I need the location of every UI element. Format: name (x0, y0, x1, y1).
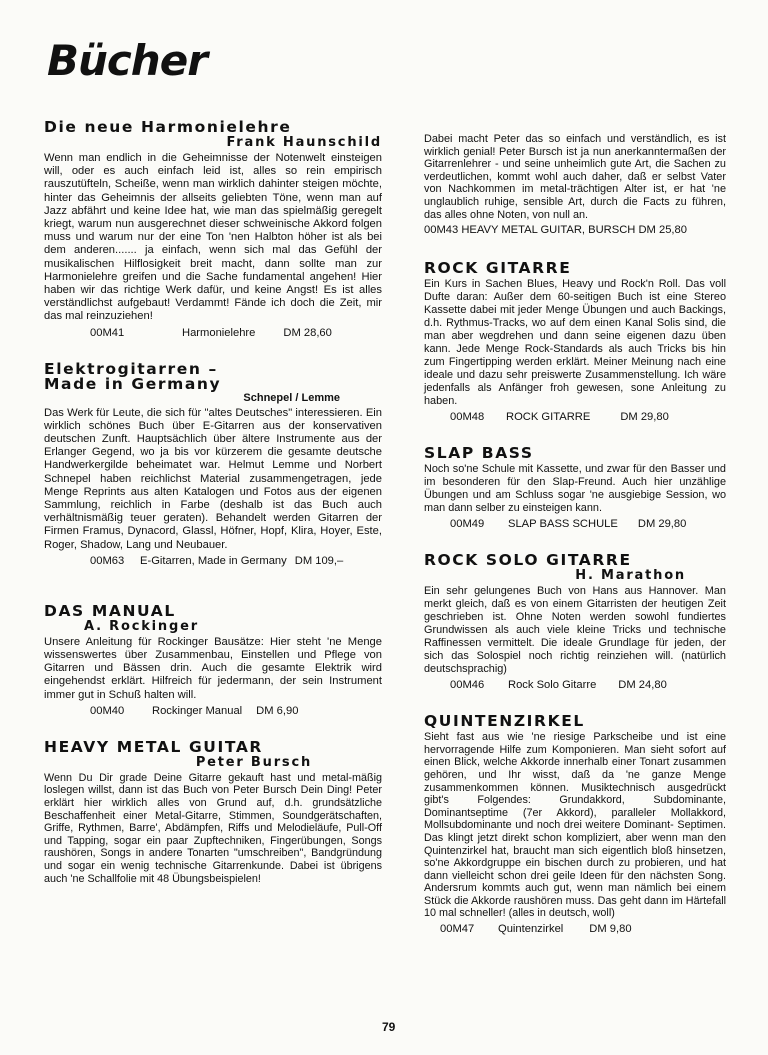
order-name: Rockinger Manual (152, 704, 243, 717)
article-title: ROCK SOLO GITARRE (424, 551, 632, 570)
page-number: 79 (382, 1020, 396, 1034)
article-heavy-metal (44, 737, 382, 885)
order-line: 00M43 HEAVY METAL GUITAR, BURSCH DM 25,80 (424, 224, 687, 237)
article-body: Wenn man endlich in die Geheimnisse der Notenwelt einsteigen will, oder es auch einfach leid ist, alles so rein empirisch rauszutüfteln, Scheiße, wenn man wirklich dahinter steigen möchte, hinter das Geheimnis der allseits geliebten Töne, wenn man auf Jazz abfährt und keine Idee hat, wie man das spielmäßig geregelt kriegt, warum nun ausgerechnet dieser schweinische Akkord folgen muss und warum nur der eine Ton 'nen Halbton höher ist als bei dem anderen....... ja einfach, wenn sich mal das Gefühl der musikalischen Hilflosigkeit breit macht, dann sollte man zur Harmonielehre greifen und die Sache fundamental angehen! Hier haben wir das richtige Werk dafür, und keine Angst! Es ist alles verständlichst aufgebaut! Verdammt! Fände ich doch die Zeit, mir das mal reinzuziehen! (44, 152, 382, 323)
order-line (44, 554, 382, 568)
article-author: Frank Haunschild (226, 135, 382, 150)
order-code: 00M49 (450, 518, 485, 531)
left-column (44, 120, 382, 907)
order-line (424, 922, 726, 936)
order-code: 00M63 (90, 554, 125, 567)
order-name: Harmonielehre (182, 326, 256, 339)
order-line (424, 410, 726, 424)
order-price: DM 6,90 (256, 704, 299, 717)
article-slap-bass (424, 446, 726, 531)
order-code: 00M47 (440, 923, 475, 936)
article-heavy-metal-continued (424, 133, 726, 237)
order-code: 00M46 (450, 679, 485, 692)
article-elektrogitarren (44, 359, 382, 568)
article-body: Unsere Anleitung für Rockinger Bausätze: Hier steht 'ne Menge wissenswertes über Zusammenbau, Einstellen und Pflege von Gitarren und Bässen drin. Auch die gesamte Elektrik wird eingehendst erklärt. Hilfreich für jedermann, der sein Instrument immer gut in Schuß halten will. (44, 635, 382, 701)
article-body: Wenn Du Dir grade Deine Gitarre gekauft hast und metal-mäßig loslegen willst, dann ist das Buch von Peter Bursch Dein Ding! Peter erklärt hier wirklich alles von Grund auf, d.h. grundsätzliche Beschaffenheit einer Metal-Gitarre, Stimmen, Soundgerätschaften, Griffe, Rythmen, Barre', Abdämpfen, Riffs und Melodieläufe, Pull-Off und Tapping, sogar ein paar Zupftechniken, Fingerübungen, Songs raushören, Songs in andere Tonarten "umschreiben", Bandgründung und sogar ein wenig technische Gitarrenkunde. Dabei ist übrigens auch 'ne Schallfolie mit 48 Übungsbeispielen! (44, 771, 382, 885)
order-code: 00M40 (90, 704, 125, 717)
article-author: A. Rockinger (84, 618, 199, 634)
order-line (424, 517, 726, 531)
article-rock-gitarre (424, 261, 726, 424)
order-line (424, 678, 726, 692)
order-name: E-Gitarren, Made in Germany (140, 554, 287, 567)
article-body: Dabei macht Peter das so einfach und verständlich, es ist wirklich genial! Peter Bursch ist ja nun anerkanntermaßen der Gitarrenlehrer - und seine unheimlich gute Art, die Sachen zu verdeutlichen, kommt wohl auch daher, daß er selbst Vater von Nachkommen im metal-trächtigen Alter ist, er hat 'ne unglaublich ruhige, sensible Art, durch die Facts zu führen, das alles ohne Noten, von null an. (424, 133, 726, 221)
order-price: DM 29,80 (620, 411, 669, 424)
order-price: DM 109,– (294, 554, 344, 567)
order-code: 00M48 (450, 411, 485, 424)
order-name: Rock Solo Gitarre (508, 679, 597, 692)
order-code: 00M41 (90, 326, 125, 339)
order-price: DM 9,80 (589, 923, 632, 936)
order-line (44, 326, 382, 340)
article-manual (44, 601, 382, 718)
article-subtitle: Schnepel / Lemme (243, 391, 340, 404)
order-name: ROCK GITARRE (506, 411, 591, 424)
order-price: DM 24,80 (618, 679, 667, 692)
order-price: DM 29,80 (637, 518, 687, 531)
order-name: SLAP BASS SCHULE (508, 518, 618, 531)
article-title: Die neue Harmonielehre (44, 118, 292, 136)
article-body: Ein sehr gelungenes Buch von Hans aus Hannover. Man merkt gleich, daß es von einem Gitarristen der heutigen Zeit geschrieben ist. Ohne Noten werden sowohl fundiertes Grundwissen als auch viele kleine Tricks und technische Raffinessen vermittelt. Die ideale Grundlage für jeden, der sich das Solospiel noch richtig reinziehen will. (natürlich deutschsprachig) (424, 585, 726, 676)
right-column (424, 133, 726, 958)
article-title: ROCK GITARRE (424, 259, 572, 278)
article-title: SLAP BASS (424, 444, 534, 463)
article-quintenzirkel (424, 714, 726, 936)
article-body: Sieht fast aus wie 'ne riesige Parkscheibe und ist eine hervorragende Hilfe zum Komponieren. Man sieht sofort auf einen Blick, welche Akkorde innerhalb einer Tonart zusammen gehören, und Ihr wisst, daß da 'ne ganze Menge zusammenkommen können. Musiktechnisch ausgedrückt gibt's Folgendes: Grundakkord, Subdominante, Dominantseptime (7er Akkord), paralleler Mollakkord, Mollsubdominante und noch drei weitere Dominant- Septimen. Das klingt jetzt direkt schon kompliziert, aber wenn man den Quintenzirkel hat, braucht man sich eigentlich bloß hinsetzen, so'ne Akkordgruppe ein bischen durch zu probieren, und hat dann vielleicht schon drei geile Ideen für den nächsten Song. Andersrum kommts auch gut, wenn man nämlich bei einem Stück die Akkorde raushören muss. Das geht dann im Härtefall 10 mal schneller! (alles in deutsch, woll) (424, 731, 726, 920)
article-harmonielehre (44, 120, 382, 340)
order-price: DM 28,60 (283, 326, 332, 339)
order-line (44, 704, 382, 718)
page-title: Bücher (47, 36, 207, 85)
article-title: QUINTENZIRKEL (424, 712, 585, 731)
article-author: Peter Bursch (195, 754, 312, 770)
order-name: Quintenzirkel (498, 923, 564, 936)
article-body: Ein Kurs in Sachen Blues, Heavy und Rock'n Roll. Das voll Dufte daran: Außer dem 60-seitigen Buch ist eine Stereo Kassette dabei mit jeder Menge Übungen und auch Backings, d.h. Rythmus-Tracks, wo auf dem einen Kanal Solis sind, die man aber wegdrehen und dann seine eigenen dazu üben kann. Jede Menge Rock-Standards als auch Tricks bis hin zum Fingertipping werden erklärt. Meiner Meinung nach eine ideale und dazu sehr preiswerte Zusammenstellung. Ich wäre jedenfalls als Anfänger froh gewesen, sone Anleitung zu haben. (424, 278, 726, 408)
article-body: Das Werk für Leute, die sich für "altes Deutsches" interessieren. Ein wirklich schönes Buch über E-Gitarren aus der konservativen deutschen Zunft. Hauptsächlich über ältere Instrumente aus der Erlanger Gegend, wo ja bis vor kürzerem die gesamte deutsche Handwerkergilde beheimatet war. Helmut Lemme und Norbert Schnepel haben reichlichst Material zusammengetragen, jede Menge Reprints aus alten Katalogen und Fotos aus der eigenen Sammlung, reichlich in Farbe (deshalb ist das Buch auch verhältnismäßig teuer geraten). Behandelt werden Gitarren der Firmen Framus, Dynacord, Glassl, Höfner, Hopf, Klira, Hoyer, Este, Roger, Shadow, Lang und Neubauer. (44, 406, 382, 551)
article-title: HEAVY METAL GUITAR (44, 737, 263, 756)
article-body: Noch so'ne Schule mit Kassette, und zwar für den Basser und im besonderen für den Slap-Freund. Auch hier unzählige Übungen und am Schluss sogar 'ne ausgiebige Session, wo man dann selber zu einsteigen kann. (424, 463, 726, 515)
article-title: DAS MANUAL (44, 601, 176, 620)
article-rock-solo-gitarre (424, 553, 726, 692)
article-author: H. Marathon (575, 568, 686, 584)
article-title: Elektrogitarren – Made in Germany (44, 359, 222, 393)
